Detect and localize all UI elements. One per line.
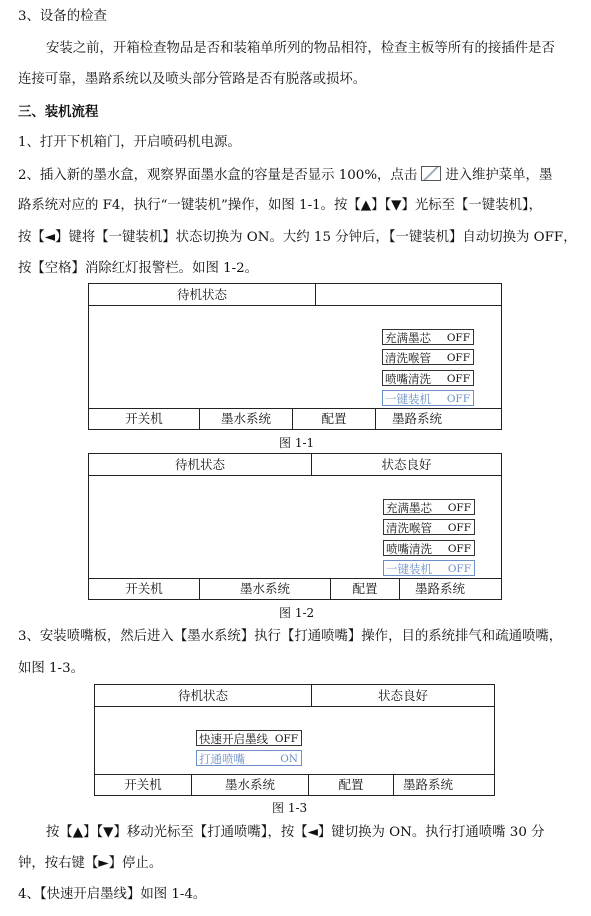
step-2-line-3: 按【◄】键将【一键装机】状态切换为 ON。大约 15 分钟后，【一键装机】自动切换为 OFF，	[18, 230, 577, 245]
section-3-paragraph-line-1: 安装之前，开箱检查物品是否和装箱单所列的物品相符，检查主板等所有的接插件是否	[46, 41, 555, 56]
menu-item-unclog-nozzle[interactable]	[196, 750, 302, 766]
menu-item-label: 快速开启墨线	[199, 732, 268, 746]
tab-power[interactable]: 开关机	[124, 777, 162, 792]
status-bar	[89, 284, 501, 306]
tab-config[interactable]: 配置	[352, 581, 378, 596]
instruction-line-2: 钟，按右键【►】停止。	[18, 856, 163, 871]
step-2-line-2: 路系统对应的 F4，执行“一键装机”操作，如图 1-1。按【▲】【▼】光标至【一键装机】，	[18, 198, 543, 213]
menu-item-fill-ink-core[interactable]	[382, 329, 474, 345]
menu-item-label: 一键装机	[385, 392, 431, 406]
menu-item-state: OFF	[447, 543, 471, 555]
step-3-line-2: 如图 1-3。	[18, 661, 84, 676]
step-1: 1、打开下机箱门，开启喷码机电源。	[18, 135, 241, 150]
figure-1-2-screen	[88, 453, 502, 600]
tab-ink-system[interactable]: 墨水系统	[224, 777, 275, 792]
section-3-paragraph-line-2: 连接可靠，墨路系统以及喷头部分管路是否有脱落或损坏。	[18, 72, 367, 87]
menu-item-clean-pipe[interactable]	[383, 519, 475, 535]
menu-item-state: OFF	[446, 352, 470, 364]
menu-item-label: 充满墨芯	[385, 331, 431, 345]
menu-item-state: OFF	[447, 502, 471, 514]
status-right: 状态良好	[377, 688, 428, 703]
menu-item-one-key-install[interactable]	[383, 560, 475, 576]
menu-item-label: 打通喷嘴	[199, 752, 245, 766]
step-2-line-1	[18, 166, 579, 185]
figure-1-3-caption: 图 1-3	[272, 801, 308, 815]
status-right	[316, 284, 501, 305]
menu-item-label: 一键装机	[386, 562, 432, 576]
tab-ink-path[interactable]: 墨路系统	[414, 581, 465, 596]
maintenance-menu-icon	[421, 166, 441, 181]
tab-ink-path[interactable]: 墨路系统	[391, 411, 442, 426]
tab-power[interactable]: 开关机	[125, 411, 163, 426]
menu-item-state: OFF	[446, 332, 470, 344]
menu-item-label: 清洗喉管	[386, 521, 432, 535]
menu-item-state: OFF	[446, 373, 470, 385]
menu-item-state: OFF	[274, 733, 298, 745]
menu-item-nozzle-clean[interactable]	[383, 540, 475, 556]
footer-tabs	[89, 408, 501, 429]
menu-item-state: OFF	[446, 393, 470, 405]
tab-power[interactable]: 开关机	[125, 581, 163, 596]
menu-item-quick-ink-line[interactable]	[196, 730, 302, 746]
figure-1-3-screen	[94, 684, 495, 796]
menu-item-clean-pipe[interactable]	[382, 349, 474, 365]
figure-1-1-screen	[88, 283, 502, 430]
menu-item-label: 清洗喉管	[385, 351, 431, 365]
figure-1-2-caption: 图 1-2	[279, 606, 315, 620]
footer-tabs	[89, 578, 501, 599]
status-left: 待机状态	[174, 457, 225, 472]
section-title: 三、装机流程	[18, 104, 99, 120]
step-2-text-a: 2、插入新的墨水盒，观察界面墨水盒的容量是否显示 100%，点击	[18, 168, 418, 183]
step-3-line-1: 3、安装喷嘴板，然后进入【墨水系统】执行【打通喷嘴】操作，目的系统排气和疏通喷嘴，	[18, 629, 563, 644]
step-2-line-4: 按【空格】消除红灯报警栏。如图 1-2。	[18, 261, 259, 276]
menu-item-label: 喷嘴清洗	[386, 542, 432, 556]
menu-item-label: 喷嘴清洗	[385, 372, 431, 386]
tab-config[interactable]: 配置	[338, 777, 364, 792]
tab-config[interactable]: 配置	[321, 411, 347, 426]
status-right: 状态良好	[381, 457, 432, 472]
status-bar	[89, 454, 501, 476]
status-left: 待机状态	[176, 287, 227, 302]
status-left: 待机状态	[177, 688, 228, 703]
step-4: 4、【快速开启墨线】如图 1-4。	[18, 887, 207, 902]
tab-ink-system[interactable]: 墨水系统	[220, 411, 271, 426]
instruction-line-1: 按【▲】【▼】移动光标至【打通喷嘴】，按【◄】键切换为 ON。执行打通喷嘴 30 分	[46, 825, 545, 840]
status-bar	[95, 685, 494, 707]
menu-item-state: OFF	[447, 563, 471, 575]
tab-ink-path[interactable]: 墨路系统	[402, 777, 453, 792]
menu-item-label: 充满墨芯	[386, 501, 432, 515]
section-3-title: 3、设备的检查	[18, 9, 107, 24]
menu-item-one-key-install[interactable]	[382, 390, 474, 406]
menu-item-state: OFF	[447, 522, 471, 534]
figure-1-1-caption: 图 1-1	[279, 436, 315, 450]
footer-tabs	[95, 774, 494, 795]
menu-item-nozzle-clean[interactable]	[382, 370, 474, 386]
menu-item-fill-ink-core[interactable]	[383, 499, 475, 515]
step-2-text-b: 进入维护菜单，墨	[445, 168, 553, 183]
tab-ink-system[interactable]: 墨水系统	[239, 581, 290, 596]
menu-item-state: ON	[280, 753, 298, 765]
